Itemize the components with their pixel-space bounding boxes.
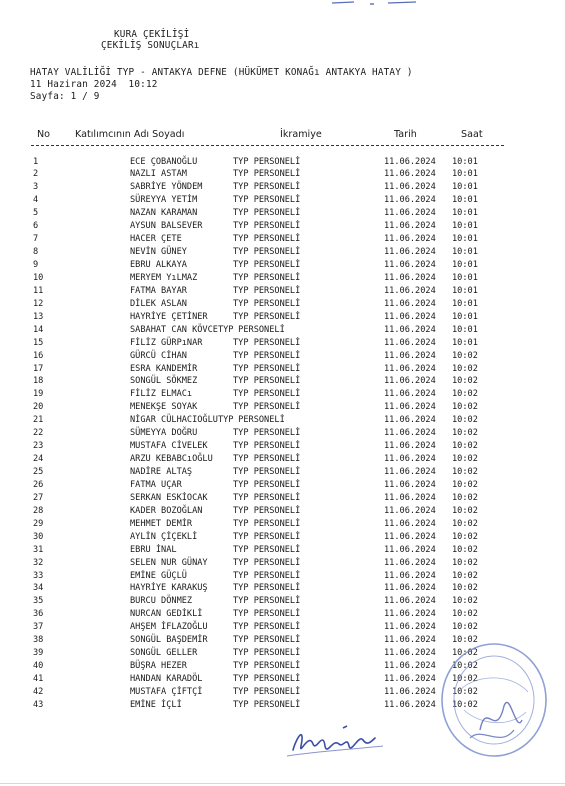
- table-row: [0, 427, 565, 440]
- table-row: [0, 363, 565, 376]
- draw-date: 11.06.2024: [384, 609, 436, 620]
- draw-time: 10:01: [452, 234, 478, 245]
- draw-time: 10:02: [452, 544, 478, 555]
- column-header-time: Saat: [461, 129, 483, 140]
- row-number: 22: [33, 428, 44, 439]
- table-row: [0, 259, 565, 272]
- results-table: [0, 156, 565, 712]
- prize-name: TYP PERSONELİ: [233, 570, 301, 581]
- draw-time: 10:01: [452, 221, 478, 232]
- table-row: [0, 608, 565, 621]
- participant-name: ECE ÇOBANOĞLU: [130, 156, 198, 167]
- prize-name: TYP PERSONELİ: [233, 428, 301, 439]
- prize-name: TYP PERSONELİ: [233, 648, 301, 659]
- participant-name: MENEKŞE SOYAK: [130, 402, 198, 413]
- participant-name: EMİNE GÜÇLÜ: [130, 570, 187, 581]
- row-number: 21: [33, 415, 44, 426]
- row-number: 19: [33, 389, 44, 400]
- draw-time: 10:02: [452, 350, 478, 361]
- prize-name: TYP PERSONELİ: [233, 699, 301, 710]
- draw-date: 11.06.2024: [384, 583, 436, 594]
- event-datetime: 11 Haziran 2024 10:12: [30, 79, 158, 90]
- draw-date: 11.06.2024: [384, 505, 436, 516]
- participant-name: ARZU KEBABCıOĞLU: [130, 454, 213, 465]
- draw-time: 10:02: [452, 518, 478, 529]
- row-number: 9: [33, 260, 39, 270]
- row-number: 20: [33, 402, 44, 413]
- draw-date: 11.06.2024: [384, 363, 436, 374]
- prize-name: TYP PERSONELİ: [233, 169, 301, 180]
- row-number: 38: [33, 635, 44, 646]
- draw-time: 10:02: [452, 609, 478, 620]
- draw-date: 11.06.2024: [384, 544, 436, 555]
- row-number: 36: [33, 609, 44, 620]
- draw-date: 11.06.2024: [384, 596, 436, 607]
- prize-name: TYP PERSONELİ: [233, 622, 301, 633]
- prize-name: TYP PERSONELİ: [233, 234, 301, 245]
- draw-time: 10:01: [452, 285, 478, 296]
- prize-name: TYP PERSONELİ: [233, 221, 301, 232]
- participant-name: SABAHAT CAN KÖVCETYP: [130, 324, 234, 335]
- participant-name: BURCU DÖNMEZ: [130, 596, 193, 607]
- row-number: 35: [33, 596, 44, 607]
- draw-date: 11.06.2024: [384, 699, 436, 710]
- draw-date: 11.06.2024: [384, 182, 436, 193]
- draw-time: 10:01: [452, 208, 478, 219]
- participant-name: NAZLI ASTAM: [130, 169, 187, 180]
- page-bottom-edge: [0, 783, 565, 784]
- table-row: [0, 505, 565, 518]
- prize-name: TYP PERSONELİ: [233, 298, 301, 309]
- draw-date: 11.06.2024: [384, 570, 436, 581]
- draw-time: 10:02: [452, 454, 478, 465]
- prize-name: TYP PERSONELİ: [233, 363, 301, 374]
- row-number: 23: [33, 441, 44, 452]
- draw-date: 11.06.2024: [384, 415, 436, 426]
- participant-name: MERYEM YıLMAZ: [130, 272, 198, 283]
- participant-name: SONGÜL SÖKMEZ: [130, 376, 198, 387]
- draw-time: 10:01: [452, 156, 478, 167]
- prize-name: TYP PERSONELİ: [233, 531, 301, 542]
- page-indicator: Sayfa: 1 / 9: [30, 91, 100, 102]
- participant-name: SÜREYYA YETİM: [130, 195, 198, 206]
- draw-time: 10:02: [452, 635, 478, 646]
- draw-date: 11.06.2024: [384, 635, 436, 646]
- draw-time: 10:01: [452, 272, 478, 283]
- draw-time: 10:02: [452, 674, 478, 684]
- draw-date: 11.06.2024: [384, 454, 436, 465]
- draw-date: 11.06.2024: [384, 661, 436, 672]
- draw-date: 11.06.2024: [384, 260, 436, 270]
- prize-name: PERSONELİ: [233, 415, 285, 426]
- column-header-prize: İkramiye: [280, 129, 322, 140]
- prize-name: TYP PERSONELİ: [233, 208, 301, 219]
- draw-time: 10:02: [452, 557, 478, 568]
- row-number: 40: [33, 661, 44, 672]
- draw-time: 10:01: [452, 169, 478, 180]
- event-description: HATAY VALİLİĞİ TYP - ANTAKYA DEFNE (HÜKÜMET KONAĞı ANTAKYA HATAY ): [30, 67, 413, 78]
- handwritten-signature: [283, 716, 393, 764]
- row-number: 3: [33, 182, 39, 193]
- prize-name: TYP PERSONELİ: [233, 376, 301, 387]
- draw-date: 11.06.2024: [384, 324, 436, 335]
- draw-time: 10:02: [452, 363, 478, 374]
- participant-name: SABRİYE YÖNDEM: [130, 182, 203, 193]
- draw-time: 10:02: [452, 479, 478, 490]
- row-number: 5: [33, 208, 39, 219]
- draw-date: 11.06.2024: [384, 311, 436, 322]
- draw-date: 11.06.2024: [384, 156, 436, 167]
- row-number: 28: [33, 505, 44, 516]
- draw-time: 10:02: [452, 402, 478, 413]
- participant-name: FATMA BAYAR: [130, 285, 187, 296]
- prize-name: TYP PERSONELİ: [233, 454, 301, 465]
- prize-name: TYP PERSONELİ: [233, 247, 301, 258]
- draw-time: 10:02: [452, 699, 478, 710]
- draw-date: 11.06.2024: [384, 441, 436, 452]
- draw-date: 11.06.2024: [384, 622, 436, 633]
- prize-name: TYP PERSONELİ: [233, 635, 301, 646]
- row-number: 30: [33, 531, 44, 542]
- draw-time: 10:02: [452, 376, 478, 387]
- prize-name: TYP PERSONELİ: [233, 467, 301, 477]
- participant-name: EMİNE İÇLİ: [130, 699, 182, 710]
- draw-time: 10:01: [452, 195, 478, 206]
- row-number: 15: [33, 337, 44, 348]
- draw-date: 11.06.2024: [384, 195, 436, 206]
- draw-time: 10:02: [452, 622, 478, 633]
- top-pen-mark: [330, 0, 420, 8]
- participant-name: AYSUN BALSEVER: [130, 221, 203, 232]
- draw-date: 11.06.2024: [384, 337, 436, 348]
- table-row: [0, 453, 565, 466]
- prize-name: TYP PERSONELİ: [233, 285, 301, 296]
- table-row: [0, 220, 565, 233]
- draw-date: 11.06.2024: [384, 247, 436, 258]
- draw-time: 10:01: [452, 182, 478, 193]
- table-row: [0, 414, 565, 427]
- prize-name: TYP PERSONELİ: [233, 544, 301, 555]
- row-number: 4: [33, 195, 39, 206]
- participant-name: NAZAN KARAMAN: [130, 208, 198, 219]
- participant-name: SÜMEYYA DOĞRU: [130, 428, 198, 439]
- draw-time: 10:02: [452, 648, 478, 659]
- table-row: [0, 388, 565, 401]
- draw-time: 10:01: [452, 298, 478, 309]
- participant-name: NURCAN GEDİKLİ: [130, 609, 203, 620]
- row-number: 43: [33, 699, 44, 710]
- table-row: [0, 582, 565, 595]
- table-row: [0, 492, 565, 505]
- draw-date: 11.06.2024: [384, 479, 436, 490]
- participant-name: FİLİZ GÜRPıNAR: [130, 337, 203, 348]
- draw-time: 10:02: [452, 505, 478, 516]
- draw-date: 11.06.2024: [384, 648, 436, 659]
- row-number: 2: [33, 169, 39, 180]
- draw-date: 11.06.2024: [384, 428, 436, 439]
- row-number: 6: [33, 221, 39, 232]
- draw-date: 11.06.2024: [384, 221, 436, 232]
- table-row: [0, 285, 565, 298]
- table-row: [0, 518, 565, 531]
- table-row: [0, 479, 565, 492]
- row-number: 14: [33, 324, 44, 335]
- column-header-no: No: [37, 129, 51, 140]
- table-row: [0, 595, 565, 608]
- participant-name: KADER BOZOĞLAN: [130, 505, 203, 516]
- table-row: [0, 311, 565, 324]
- draw-date: 11.06.2024: [384, 557, 436, 568]
- table-row: [0, 298, 565, 311]
- participant-name: ESRA KANDEMİR: [130, 363, 198, 374]
- header-divider: [31, 145, 504, 146]
- participant-name: GÜRCÜ CİHAN: [130, 350, 187, 361]
- draw-time: 10:02: [452, 441, 478, 452]
- row-number: 8: [33, 247, 39, 258]
- participant-name: HACER ÇETE: [130, 234, 182, 245]
- table-row: [0, 324, 565, 337]
- official-stamp: [430, 630, 550, 760]
- row-number: 25: [33, 467, 44, 477]
- row-number: 18: [33, 376, 44, 387]
- draw-date: 11.06.2024: [384, 272, 436, 283]
- participant-name: AHŞEM İFLAZOĞLU: [130, 622, 208, 633]
- participant-name: NADİRE ALTAŞ: [130, 467, 193, 477]
- draw-date: 11.06.2024: [384, 285, 436, 296]
- row-number: 27: [33, 492, 44, 503]
- prize-name: TYP PERSONELİ: [233, 402, 301, 413]
- draw-date: 11.06.2024: [384, 234, 436, 245]
- table-row: [0, 466, 565, 479]
- row-number: 32: [33, 557, 44, 568]
- prize-name: TYP PERSONELİ: [233, 272, 301, 283]
- row-number: 37: [33, 622, 44, 633]
- draw-time: 10:02: [452, 467, 478, 477]
- table-row: [0, 233, 565, 246]
- row-number: 29: [33, 518, 44, 529]
- row-number: 1: [33, 156, 39, 167]
- participant-name: SONGÜL GELLER: [130, 648, 198, 659]
- prize-name: TYP PERSONELİ: [233, 492, 301, 503]
- table-row: [0, 194, 565, 207]
- participant-name: HAYRİYE ÇETİNER: [130, 311, 208, 322]
- prize-name: TYP PERSONELİ: [233, 596, 301, 607]
- participant-name: HANDAN KARADÖL: [130, 674, 203, 684]
- participant-name: FİLİZ ELMACı: [130, 389, 193, 400]
- prize-name: TYP PERSONELİ: [233, 350, 301, 361]
- prize-name: TYP PERSONELİ: [233, 441, 301, 452]
- participant-name: SONGÜL BAŞDEMİR: [130, 635, 208, 646]
- draw-time: 10:02: [452, 531, 478, 542]
- prize-name: TYP PERSONELİ: [233, 674, 301, 684]
- prize-name: TYP PERSONELİ: [233, 311, 301, 322]
- draw-time: 10:01: [452, 337, 478, 348]
- row-number: 12: [33, 298, 44, 309]
- draw-time: 10:01: [452, 311, 478, 322]
- draw-time: 10:02: [452, 583, 478, 594]
- row-number: 34: [33, 583, 44, 594]
- participant-name: SELEN NUR GÜNAY: [130, 557, 208, 568]
- participant-name: SERKAN ESKİOCAK: [130, 492, 208, 503]
- table-row: [0, 350, 565, 363]
- prize-name: TYP PERSONELİ: [233, 505, 301, 516]
- row-number: 16: [33, 350, 44, 361]
- table-row: [0, 207, 565, 220]
- document-title: KURA ÇEKİLİŞİ: [114, 29, 190, 40]
- participant-name: NEVİN GÜNEY: [130, 247, 187, 258]
- prize-name: TYP PERSONELİ: [233, 389, 301, 400]
- draw-date: 11.06.2024: [384, 208, 436, 219]
- table-row: [0, 531, 565, 544]
- prize-name: TYP PERSONELİ: [233, 195, 301, 206]
- prize-name: TYP PERSONELİ: [233, 583, 301, 594]
- table-row: [0, 544, 565, 557]
- row-number: 33: [33, 570, 44, 581]
- row-number: 11: [33, 285, 44, 296]
- participant-name: FATMA UÇAR: [130, 479, 182, 490]
- table-row: [0, 156, 565, 169]
- row-number: 7: [33, 234, 39, 245]
- participant-name: EBRU İNAL: [130, 544, 177, 555]
- prize-name: TYP PERSONELİ: [233, 260, 301, 270]
- draw-time: 10:02: [452, 492, 478, 503]
- row-number: 31: [33, 544, 44, 555]
- prize-name: TYP PERSONELİ: [233, 518, 301, 529]
- prize-name: TYP PERSONELİ: [233, 557, 301, 568]
- participant-name: MUSTAFA ÇİFTÇİ: [130, 686, 203, 697]
- row-number: 24: [33, 454, 44, 465]
- draw-date: 11.06.2024: [384, 350, 436, 361]
- participant-name: HAYRİYE KARAKUŞ: [130, 583, 208, 594]
- table-row: [0, 181, 565, 194]
- participant-name: MEHMET DEMİR: [130, 518, 193, 529]
- draw-date: 11.06.2024: [384, 531, 436, 542]
- prize-name: PERSONELİ: [233, 324, 285, 335]
- row-number: 41: [33, 674, 44, 684]
- participant-name: MUSTAFA CİVELEK: [130, 441, 208, 452]
- draw-time: 10:02: [452, 389, 478, 400]
- draw-date: 11.06.2024: [384, 492, 436, 503]
- row-number: 10: [33, 272, 44, 283]
- draw-time: 10:02: [452, 428, 478, 439]
- participant-name: AYLİN ÇİÇEKLİ: [130, 531, 198, 542]
- row-number: 17: [33, 363, 44, 374]
- table-row: [0, 337, 565, 350]
- row-number: 42: [33, 686, 44, 697]
- draw-time: 10:01: [452, 260, 478, 270]
- draw-date: 11.06.2024: [384, 402, 436, 413]
- prize-name: TYP PERSONELİ: [233, 182, 301, 193]
- table-row: [0, 272, 565, 285]
- prize-name: TYP PERSONELİ: [233, 479, 301, 490]
- document-subtitle: ÇEKİLİŞ SONUÇLARı: [101, 40, 200, 51]
- prize-name: TYP PERSONELİ: [233, 686, 301, 697]
- prize-name: TYP PERSONELİ: [233, 156, 301, 167]
- draw-time: 10:02: [452, 596, 478, 607]
- table-row: [0, 557, 565, 570]
- prize-name: TYP PERSONELİ: [233, 661, 301, 672]
- table-row: [0, 375, 565, 388]
- row-number: 26: [33, 479, 44, 490]
- draw-time: 10:02: [452, 661, 478, 672]
- draw-time: 10:02: [452, 415, 478, 426]
- draw-date: 11.06.2024: [384, 674, 436, 684]
- participant-name: BÜŞRA HEZER: [130, 661, 187, 672]
- table-row: [0, 168, 565, 181]
- draw-time: 10:02: [452, 570, 478, 581]
- participant-name: NİGAR CÜLHACIOĞLUTYP: [130, 415, 234, 426]
- draw-time: 10:02: [452, 686, 478, 697]
- participant-name: DİLEK ASLAN: [130, 298, 187, 309]
- draw-date: 11.06.2024: [384, 467, 436, 477]
- table-row: [0, 246, 565, 259]
- prize-name: TYP PERSONELİ: [233, 337, 301, 348]
- column-header-name: Katılımcının Adı Soyadı: [75, 129, 185, 140]
- draw-date: 11.06.2024: [384, 376, 436, 387]
- draw-date: 11.06.2024: [384, 298, 436, 309]
- row-number: 39: [33, 648, 44, 659]
- row-number: 13: [33, 311, 44, 322]
- draw-time: 10:01: [452, 324, 478, 335]
- prize-name: TYP PERSONELİ: [233, 609, 301, 620]
- draw-date: 11.06.2024: [384, 169, 436, 180]
- table-row: [0, 440, 565, 453]
- draw-date: 11.06.2024: [384, 686, 436, 697]
- draw-date: 11.06.2024: [384, 389, 436, 400]
- table-row: [0, 401, 565, 414]
- participant-name: EBRU ALKAYA: [130, 260, 187, 270]
- draw-date: 11.06.2024: [384, 518, 436, 529]
- draw-time: 10:01: [452, 247, 478, 258]
- column-header-date: Tarih: [394, 129, 417, 140]
- table-row: [0, 570, 565, 583]
